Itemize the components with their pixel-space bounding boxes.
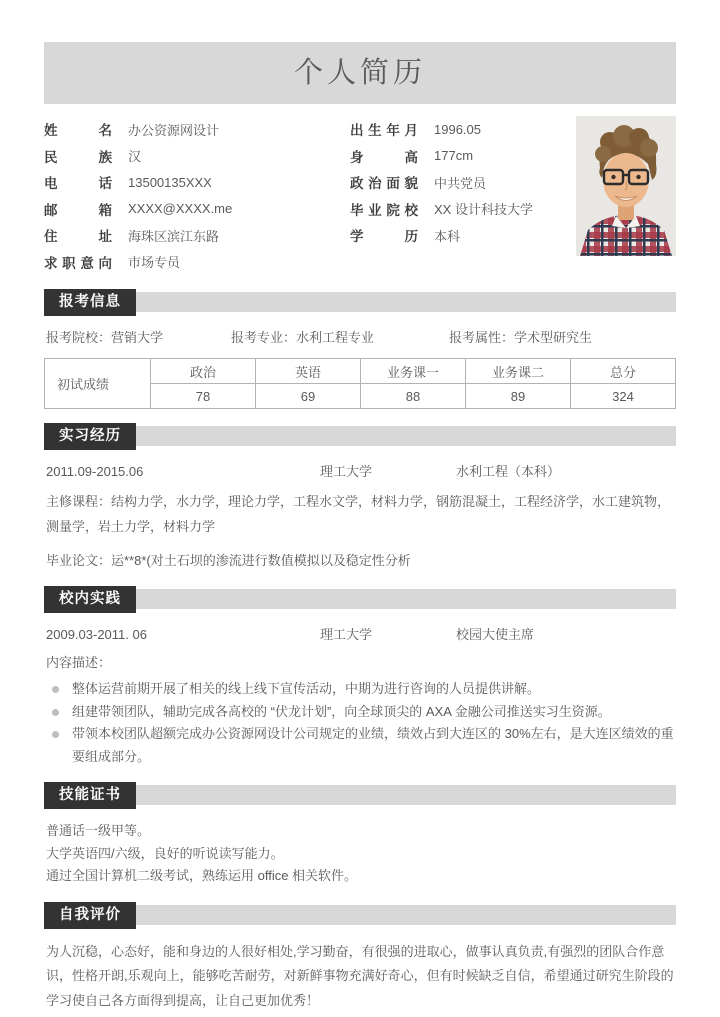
bullet-dot-icon [52, 709, 59, 716]
campus-bullet-list [44, 678, 676, 768]
apply-type-label: 报考属性： [449, 330, 515, 345]
field-address-value: 海珠区滨江东路 [128, 228, 220, 244]
apply-type-value: 学术型研究生 [514, 330, 593, 345]
field-political-status-label: 政治面貌 [350, 176, 418, 192]
field-height [350, 143, 568, 170]
campus-desc-label: 内容描述： [46, 655, 112, 670]
field-ethnicity [44, 143, 342, 170]
field-name-value: 办公资源网设计 [128, 122, 220, 138]
apply-fields-row [46, 327, 676, 346]
field-phone-value: 13500135XXX [128, 174, 212, 190]
field-email-label: 邮箱 [44, 202, 112, 218]
section-self-evaluation-track [44, 905, 676, 925]
internship-school: 理工大学 [319, 464, 372, 479]
campus-bullet-1: 整体运营前期开展了相关的线上线下宣传活动，中期为进行咨询的人员提供讲解。 [72, 681, 541, 696]
field-ethnicity-label: 民族 [44, 149, 112, 165]
field-birth [350, 116, 568, 143]
score-col-total: 总分 [571, 359, 676, 384]
field-education [350, 222, 568, 249]
apply-school-value: 营销大学 [111, 330, 164, 345]
score-course2: 89 [466, 384, 571, 409]
field-education-value: 本科 [434, 228, 461, 244]
section-self-evaluation-badge: 自我评价 [44, 902, 136, 929]
personal-info-section [44, 116, 676, 275]
apply-major [231, 327, 449, 346]
bullet-dot-icon [52, 731, 59, 738]
field-phone-label: 电话 [44, 176, 112, 192]
personal-info-left-column [44, 116, 342, 275]
score-table [44, 358, 676, 409]
section-skills-track [44, 785, 676, 805]
score-total: 324 [571, 384, 676, 409]
campus-bullet-3: 带领本校团队超额完成办公资源网设计公司规定的业绩，绩效占到大连区的 30%左右，是大连区绩效的重要组成部分。 [72, 726, 674, 764]
applicant-photo [576, 116, 676, 256]
portrait-illustration [576, 116, 676, 256]
score-col-english: 英语 [256, 359, 361, 384]
list-item [46, 723, 676, 768]
field-job-intention-value: 市场专员 [128, 255, 181, 271]
field-graduate-school-label: 毕业院校 [350, 202, 418, 218]
campus-summary-row [46, 624, 676, 646]
field-ethnicity-value: 汉 [128, 149, 142, 165]
score-col-course2: 业务课二 [466, 359, 571, 384]
section-campus-practice-track [44, 589, 676, 609]
field-email [44, 196, 342, 223]
list-item [46, 701, 676, 724]
field-height-label: 身高 [350, 149, 418, 165]
section-skills-header [44, 783, 676, 810]
page-title: 个人简历 [44, 42, 676, 104]
section-internship-track [44, 426, 676, 446]
field-email-value: XXXX@XXXX.me [128, 201, 233, 217]
bullet-dot-icon [52, 686, 59, 693]
skill-english: 大学英语四/六级，良好的听说读写能力。 [46, 845, 284, 861]
self-evaluation-text: 为人沉稳，心态好，能和身边的人很好相处,学习勤奋，有很强的进取心，做事认真负责,有强烈的团队合作意识，性格开朗,乐观向上，能够吃苦耐劳，对新鲜事物充满好奇心，但有时候缺乏自信，希望通过研究生阶段的学习使自己各方面得到提高，让自己更加优秀！ [46, 943, 674, 1008]
section-apply-info-track [44, 292, 676, 312]
section-self-evaluation-header [44, 903, 676, 930]
field-education-label: 学历 [350, 229, 418, 245]
score-table-row-header: 初试成绩 [45, 359, 151, 409]
campus-period: 2009.03-2011. 06 [46, 627, 147, 642]
score-politics: 78 [151, 384, 256, 409]
field-phone [44, 169, 342, 196]
apply-type [449, 327, 592, 346]
field-graduate-school [350, 196, 568, 223]
field-address [44, 222, 342, 249]
field-address-label: 住址 [44, 229, 112, 245]
section-campus-practice-header [44, 587, 676, 614]
apply-major-label: 报考专业： [231, 330, 297, 345]
internship-major: 水利工程（本科） [456, 464, 561, 479]
section-internship-header [44, 424, 676, 451]
score-english: 69 [256, 384, 361, 409]
section-internship-badge: 实习经历 [44, 423, 136, 450]
internship-thesis: 毕业论文：运**8*(对土石坝的渗流进行数值模拟以及稳定性分析 [46, 553, 411, 568]
score-col-course1: 业务课一 [361, 359, 466, 384]
score-table-header-row [45, 359, 676, 384]
campus-role: 校园大使主席 [456, 627, 535, 642]
list-item [46, 678, 676, 701]
field-political-status [350, 169, 568, 196]
campus-school: 理工大学 [319, 627, 372, 642]
section-campus-practice-badge: 校内实践 [44, 586, 136, 613]
internship-period: 2011.09-2015.06 [46, 464, 144, 479]
apply-school-label: 报考院校： [46, 330, 112, 345]
skill-computer: 通过全国计算机二级考试，熟练运用 office 相关软件。 [46, 868, 358, 883]
field-name [44, 116, 342, 143]
apply-school [46, 327, 231, 346]
field-job-intention [44, 249, 342, 276]
internship-summary-row [46, 461, 676, 483]
field-birth-label: 出生年月 [350, 123, 418, 139]
field-name-label: 姓名 [44, 123, 112, 139]
skill-mandarin: 普通话一级甲等。 [46, 823, 151, 838]
internship-courses: 主修课程：结构力学，水力学，理论力学，工程水文学，材料力学，钢筋混凝土，工程经济学，水工建筑物，测量学，岩土力学，材料力学 [46, 494, 671, 534]
score-col-politics: 政治 [151, 359, 256, 384]
section-skills-badge: 技能证书 [44, 782, 136, 809]
field-height-value: 177cm [434, 148, 474, 164]
personal-info-right-column [350, 116, 568, 275]
field-job-intention-label: 求职意向 [44, 255, 112, 271]
field-birth-value: 1996.05 [434, 121, 481, 137]
section-apply-info-badge: 报考信息 [44, 289, 136, 316]
apply-major-value: 水利工程专业 [296, 330, 375, 345]
section-apply-info-header [44, 290, 676, 317]
field-political-status-value: 中共党员 [434, 175, 487, 191]
campus-bullet-2: 组建带领团队，辅助完成各高校的 “伏龙计划”，向全球顶尖的 AXA 金融公司推送实习生资源。 [72, 703, 611, 719]
field-graduate-school-value: XX 设计科技大学 [434, 202, 533, 218]
score-course1: 88 [361, 384, 466, 409]
